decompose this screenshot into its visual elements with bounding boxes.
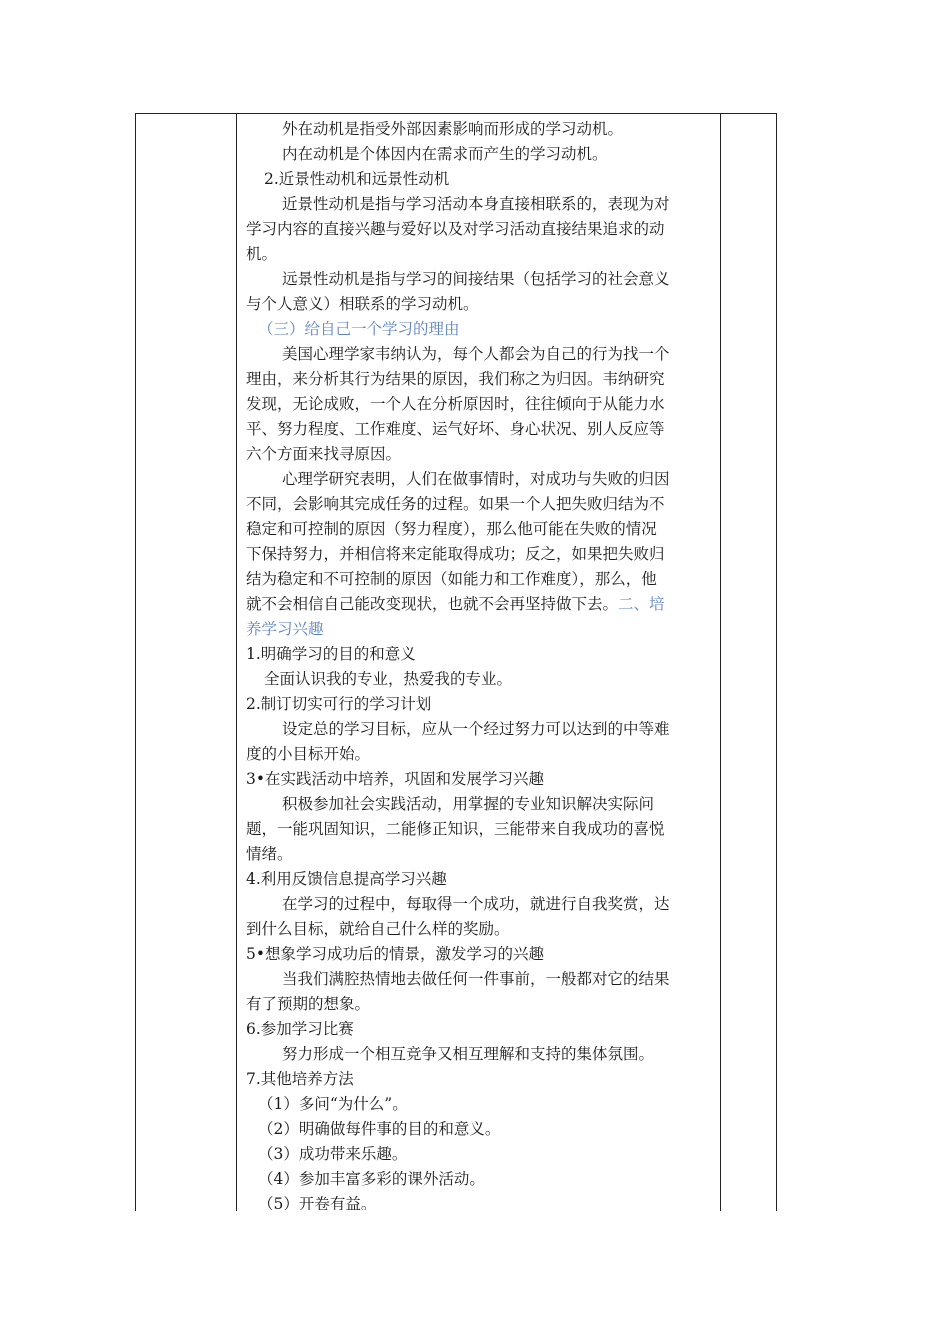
text-line-content: 题，一能巩固知识，二能修正知识，三能带来自我成功的喜悦 — [246, 820, 665, 838]
text-line — [246, 642, 712, 667]
text-line — [246, 467, 712, 492]
text-line — [246, 917, 712, 942]
text-line-content: 7.其他培养方法 — [246, 1070, 354, 1088]
text-line — [246, 267, 712, 292]
text-line — [246, 417, 712, 442]
text-line — [246, 142, 712, 167]
text-line-content: 度的小目标开始。 — [246, 745, 371, 763]
text-line — [246, 217, 712, 242]
text-line — [246, 1042, 712, 1067]
text-line — [246, 992, 712, 1017]
text-line — [246, 292, 712, 317]
text-line-content: 养学习兴趣 — [246, 620, 324, 638]
text-line — [246, 542, 712, 567]
text-line — [246, 817, 712, 842]
text-line — [246, 192, 712, 217]
text-line-content: 机。 — [246, 245, 278, 263]
text-line-content: 3•在实践活动中培养，巩固和发展学习兴趣 — [246, 770, 545, 788]
text-line-content: （2）明确做每件事的目的和意义。 — [258, 1120, 501, 1138]
text-line-content: 到什么目标，就给自己什么样的奖励。 — [246, 920, 510, 938]
table-column-divider-right — [720, 113, 721, 1211]
table-content-cell — [246, 117, 712, 1210]
text-line — [246, 492, 712, 517]
text-line — [246, 242, 712, 267]
text-line — [246, 367, 712, 392]
text-line — [246, 1092, 712, 1117]
text-line-content: 6.参加学习比赛 — [246, 1020, 354, 1038]
text-line — [246, 1117, 712, 1142]
text-line — [246, 342, 712, 367]
text-line-content: 设定总的学习目标，应从一个经过努力可以达到的中等难 — [282, 720, 670, 738]
text-line — [246, 617, 712, 642]
table-column-divider-left — [236, 113, 237, 1211]
text-line-content: （5）开卷有益。 — [258, 1195, 377, 1210]
text-line-content: 4.利用反馈信息提高学习兴趣 — [246, 870, 447, 888]
text-line — [246, 167, 712, 192]
text-line — [246, 317, 712, 342]
text-line-content: 心理学研究表明，人们在做事情时，对成功与失败的归因 — [282, 470, 670, 488]
text-line — [246, 1192, 712, 1210]
text-line — [246, 1017, 712, 1042]
text-line — [246, 717, 712, 742]
text-line-content: 努力形成一个相互竞争又相互理解和支持的集体氛围。 — [282, 1045, 655, 1063]
text-line — [246, 592, 712, 617]
text-line — [246, 1167, 712, 1192]
text-line — [246, 942, 712, 967]
text-line-content: 2.制订切实可行的学习计划 — [246, 695, 432, 713]
text-line-content: （三）给自己一个学习的理由 — [258, 320, 460, 338]
text-line-content: 外在动机是指受外部因素影响而形成的学习动机。 — [282, 120, 624, 138]
text-line-content: 理由，来分析其行为结果的原因，我们称之为归因。韦纳研究 — [246, 370, 665, 388]
text-line-content: 远景性动机是指与学习的间接结果（包括学习的社会意义 — [282, 270, 670, 288]
text-line — [246, 692, 712, 717]
text-line-content: 内在动机是个体因内在需求而产生的学习动机。 — [282, 145, 608, 163]
text-line — [246, 392, 712, 417]
text-line-content: 六个方面来找寻原因。 — [246, 445, 402, 463]
text-line-content: 与个人意义）相联系的学习动机。 — [246, 295, 479, 313]
text-line-content: 稳定和可控制的原因（努力程度），那么他可能在失败的情况 — [246, 520, 657, 538]
text-line-content: （4）参加丰富多彩的课外活动。 — [258, 1170, 485, 1188]
text-line-content: 发现，无论成败，一个人在分析原因时，往往倾向于从能力水 — [246, 395, 665, 413]
text-line-content: 5•想象学习成功后的情景，激发学习的兴趣 — [246, 945, 545, 963]
text-line — [246, 567, 712, 592]
text-line — [246, 792, 712, 817]
text-line-content: 情绪。 — [246, 845, 293, 863]
text-line — [246, 1067, 712, 1092]
text-line-content: 平、努力程度、工作难度、运气好坏、身心状况、别人反应等 — [246, 420, 665, 438]
text-line-content: 在学习的过程中，每取得一个成功，就进行自我奖赏，达 — [282, 895, 670, 913]
text-line-content: 下保持努力，并相信将来定能取得成功；反之，如果把失败归 — [246, 545, 665, 563]
text-line — [246, 667, 712, 692]
text-line — [246, 767, 712, 792]
text-line — [246, 892, 712, 917]
text-line — [246, 742, 712, 767]
text-line-content: 有了预期的想象。 — [246, 995, 371, 1013]
text-line — [246, 867, 712, 892]
text-line-content: 当我们满腔热情地去做任何一件事前，一般都对它的结果 — [282, 970, 670, 988]
text-line — [246, 1142, 712, 1167]
text-line-content: 全面认识我的专业，热爱我的专业。 — [264, 670, 513, 688]
text-line-content: 结为稳定和不可控制的原因（如能力和工作难度），那么，他 — [246, 570, 657, 588]
text-line-content: 就不会相信自己能改变现状，也就不会再坚持做下去。 — [246, 595, 619, 613]
text-line-content: 不同，会影响其完成任务的过程。如果一个人把失败归结为不 — [246, 495, 665, 513]
text-line — [246, 117, 712, 142]
text-line — [246, 842, 712, 867]
section-heading-inline: 二、培 — [618, 595, 665, 613]
text-line-content: 2.近景性动机和远景性动机 — [264, 170, 450, 188]
text-line-content: 美国心理学家韦纳认为，每个人都会为自己的行为找一个 — [282, 345, 670, 363]
text-line-content: （3）成功带来乐趣。 — [258, 1145, 408, 1163]
text-line-content: 学习内容的直接兴趣与爱好以及对学习活动直接结果追求的动 — [246, 220, 665, 238]
text-line-content: 1.明确学习的目的和意义 — [246, 645, 416, 663]
text-line — [246, 967, 712, 992]
text-line-content: 近景性动机是指与学习活动本身直接相联系的，表现为对 — [282, 195, 670, 213]
text-line-content: 积极参加社会实践活动，用掌握的专业知识解决实际问 — [282, 795, 655, 813]
text-line — [246, 442, 712, 467]
text-line — [246, 517, 712, 542]
text-line-content: （1）多问“为什么”。 — [258, 1095, 408, 1113]
